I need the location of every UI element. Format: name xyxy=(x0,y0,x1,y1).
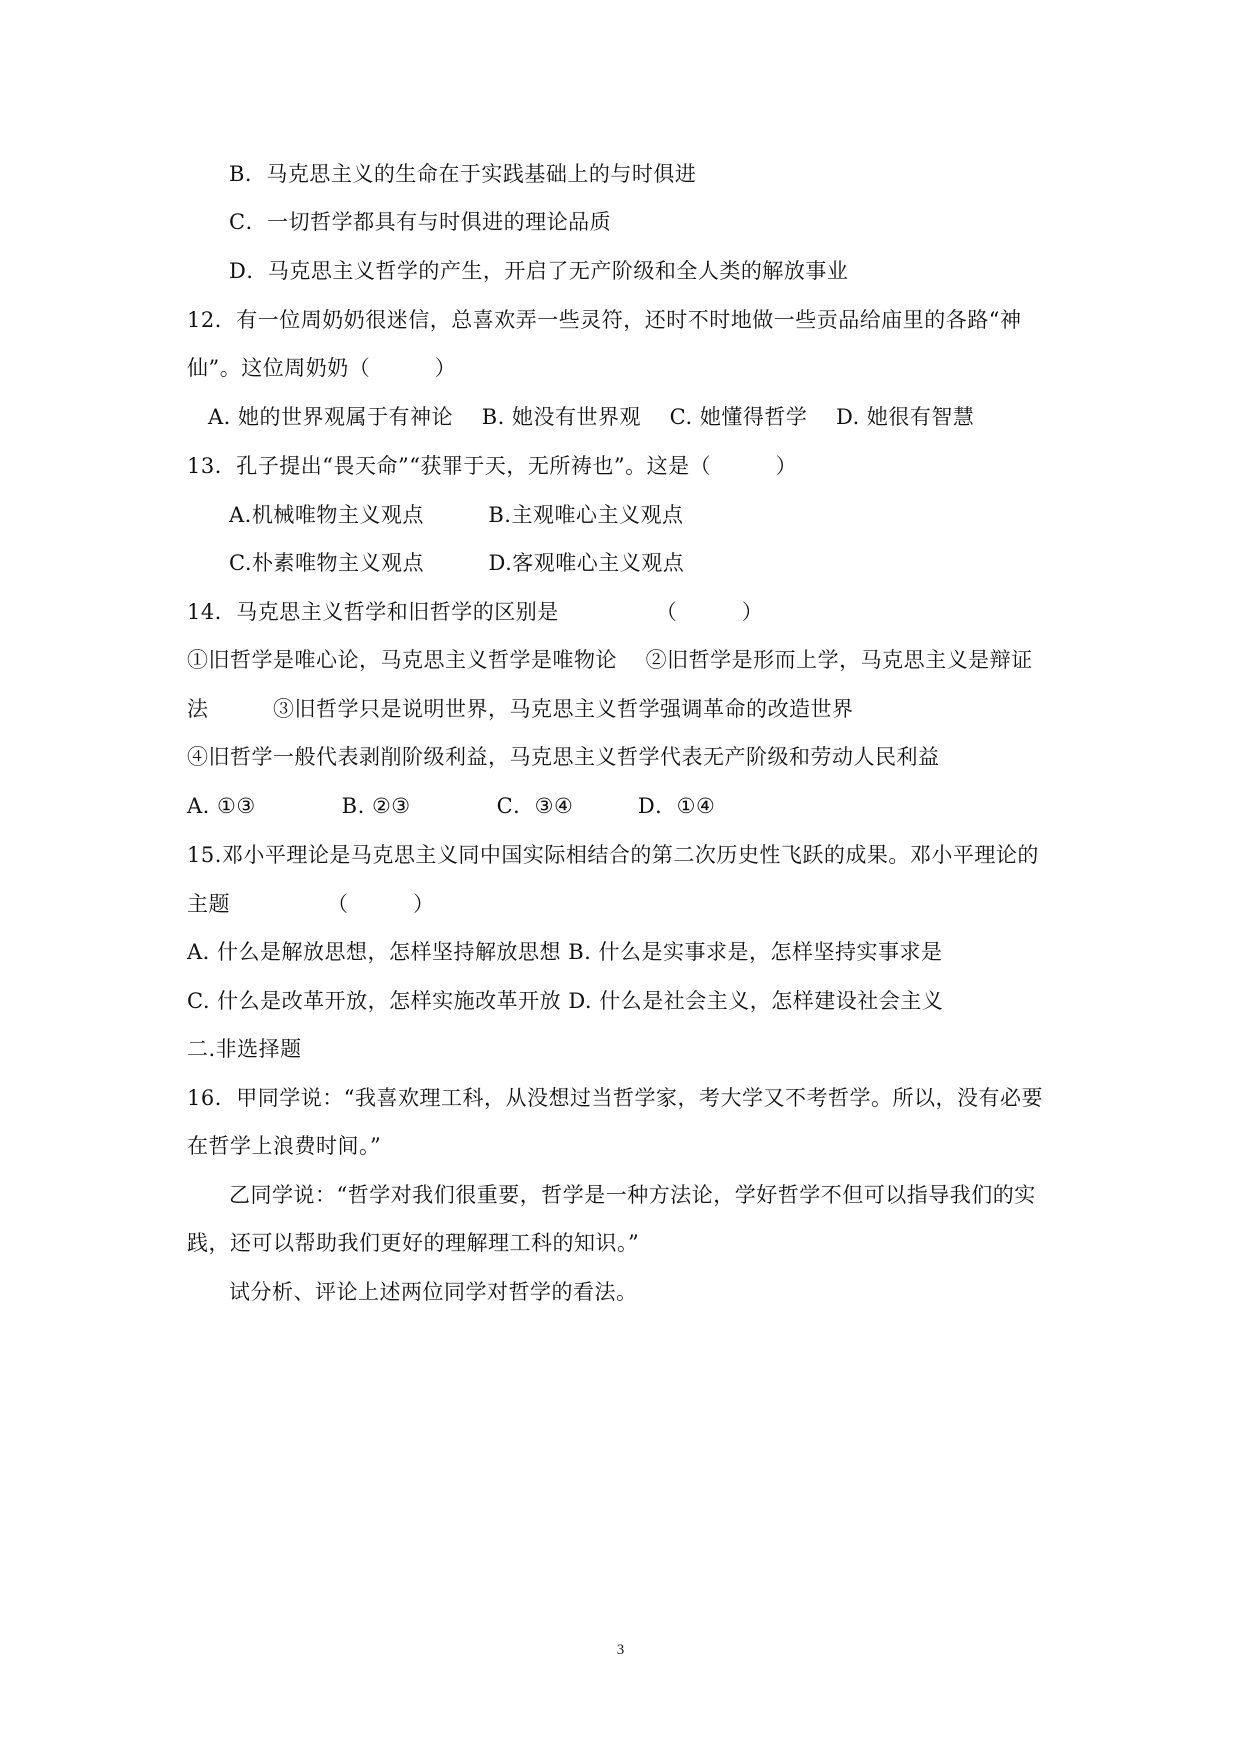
q12-stem-line2: 仙”。这位周奶奶（ ） xyxy=(187,356,457,380)
q14-line1: ①旧哲学是唯心论，马克思主义哲学是唯物论 ②旧哲学是形而上学，马克思主义是辩证 xyxy=(187,648,1033,672)
q15-options-row2: C. 什么是改革开放，怎样实施改革开放 D. 什么是社会主义，怎样建设社会主义 xyxy=(187,989,944,1013)
q15-options-row1: A. 什么是解放思想，怎样坚持解放思想 B. 什么是实事求是，怎样坚持实事求是 xyxy=(187,940,943,964)
q16-line1: 16．甲同学说：“我喜欢理工科，从没想过当哲学家，考大学又不考哲学。所以，没有必要 xyxy=(187,1086,1043,1110)
q14-line3: ④旧哲学一般代表剥削阶级利益，马克思主义哲学代表无产阶级和劳动人民利益 xyxy=(187,745,940,769)
q13-options-row1: A.机械唯物主义观点 B.主观唯心主义观点 xyxy=(229,503,684,527)
q16-line2: 在哲学上浪费时间。” xyxy=(187,1134,382,1158)
q14-stem: 14．马克思主义哲学和旧哲学的区别是 （ ） xyxy=(187,600,764,624)
section-title-non-choice: 二.非选择题 xyxy=(187,1037,302,1061)
q14-options: A. ①③ B. ②③ C．③④ D．①④ xyxy=(187,794,716,818)
q14-line2: 法 ③旧哲学只是说明世界，马克思主义哲学强调革命的改造世界 xyxy=(187,697,854,721)
q15-stem-line1: 15.邓小平理论是马克思主义同中国实际相结合的第二次历史性飞跃的成果。邓小平理论的 xyxy=(187,843,1039,867)
q11-option-b: B．马克思主义的生命在于实践基础上的与时俱进 xyxy=(229,162,697,186)
q16-line3: 乙同学说：“哲学对我们很重要，哲学是一种方法论，学好哲学不但可以指导我们的实 xyxy=(229,1183,1036,1207)
q11-option-c: C．一切哲学都具有与时俱进的理论品质 xyxy=(229,210,612,234)
q16-line5: 试分析、评论上述两位同学对哲学的看法。 xyxy=(229,1280,638,1304)
q15-stem-line2: 主题 （ ） xyxy=(187,892,435,916)
q13-options-row2: C.朴素唯物主义观点 D.客观唯心主义观点 xyxy=(229,551,685,575)
q12-stem-line1: 12．有一位周奶奶很迷信，总喜欢弄一些灵符，还时不时地做一些贡品给庙里的各路“神 xyxy=(187,308,1022,332)
q12-options: A. 她的世界观属于有神论 B. 她没有世界观 C. 她懂得哲学 D. 她很有智慧 xyxy=(208,405,975,429)
page-number: 3 xyxy=(616,1642,625,1658)
q13-stem: 13．孔子提出“畏天命”“获罪于天，无所祷也”。这是（ ） xyxy=(187,454,798,478)
q11-option-d: D．马克思主义哲学的产生，开启了无产阶级和全人类的解放事业 xyxy=(229,259,849,283)
q16-line4: 践，还可以帮助我们更好的理解理工科的知识。” xyxy=(187,1231,640,1255)
